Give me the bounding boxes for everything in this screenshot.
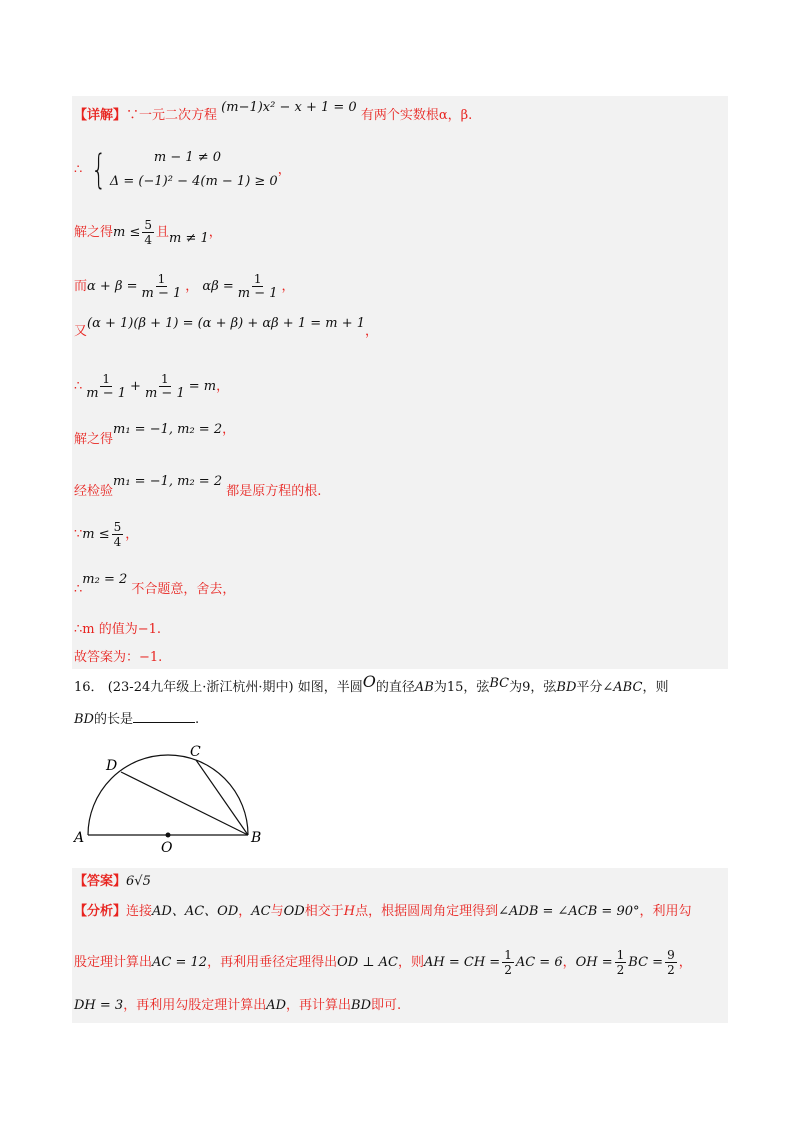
chord-bc	[196, 760, 248, 835]
answer-value: 6√5	[126, 874, 151, 889]
label-o: O	[161, 840, 173, 855]
detail-line-2: ∴ { m − 1 ≠ 0 Δ = (−1)² − 4(m − 1) ≥ 0 ，	[74, 147, 291, 193]
detail-line-6: ∴ $\frac{1}{m - 1}$ + $\frac{1}{m - 1}$ = m，	[74, 372, 230, 401]
analysis-label: 【分析】	[74, 904, 127, 919]
answer-line	[74, 872, 151, 892]
label-c: C	[190, 744, 201, 760]
center-point-o	[166, 833, 171, 838]
detail-line-5: 又(α + 1)(β + 1) = (α + β) + αβ + 1 = m + 1，	[74, 316, 379, 339]
detail-line-9: ∵m ≤ $\frac{5}{4}$ ，	[74, 520, 139, 549]
detail-line-11: ∴m 的值为−1.	[74, 622, 162, 637]
analysis-line-3: DH = 3，再利用勾股定理计算出AD，再计算出BD即可.	[74, 998, 402, 1013]
label-a: A	[74, 830, 85, 846]
label-d: D	[106, 758, 118, 774]
question-line-2: BD的长是 .	[74, 708, 199, 730]
detail-line-3: 解之得m ≤ $\frac{5}{4}$ 且m ≠ 1，	[74, 218, 222, 247]
answer-blank	[133, 708, 195, 723]
analysis-line-1: 【分析】连接AD、AC、OD，AC与OD相交于H点，根据圆周角定理得到∠ADB = ∠ACB = 90°，利用勾	[74, 904, 692, 919]
label-b: B	[251, 830, 262, 846]
question-source: (23-24九年级上·浙江杭州·期中)	[107, 680, 294, 695]
detail-label: 【详解】	[74, 108, 127, 123]
equation: (m−1)x² − x + 1 = 0	[221, 100, 357, 115]
detail-line-4: 而α + β = $\frac{1}{m - 1}$ ， αβ = $\frac{1}{m - 1}$ ，	[74, 272, 295, 301]
equation-system: { m − 1 ≠ 0 Δ = (−1)² − 4(m − 1) ≥ 0	[91, 147, 278, 193]
semicircle-figure	[68, 740, 278, 855]
detail-line-1: 【详解】∵一元二次方程 (m−1)x² − x + 1 = 0 有两个实数根α，β.	[74, 100, 473, 123]
detail-line-8: 经检验m₁ = −1, m₂ = 2 都是原方程的根.	[74, 474, 322, 499]
analysis-line-2: 股定理计算出AC = 12，再利用垂径定理得出OD ⊥ AC，则AH = CH = $\frac{1}{2}$ AC = 6，OH = $\frac{1}{2}$ BC = $\frac{9}{2}$ ，	[74, 948, 692, 977]
detail-line-10: ∴m₂ = 2 不合题意，舍去，	[74, 572, 236, 597]
chord-bd	[121, 772, 248, 835]
detail-line-7: 解之得m₁ = −1, m₂ = 2，	[74, 422, 236, 447]
question-number: 16．	[74, 680, 104, 695]
question-line-1: 16． (23-24九年级上·浙江杭州·期中) 如图，半圆O的直径AB为15，弦BC为9，弦BD平分∠ABC，则	[74, 672, 669, 695]
answer-label: 【答案】	[74, 874, 127, 889]
detail-line-12: 故答案为：−1.	[74, 650, 163, 665]
